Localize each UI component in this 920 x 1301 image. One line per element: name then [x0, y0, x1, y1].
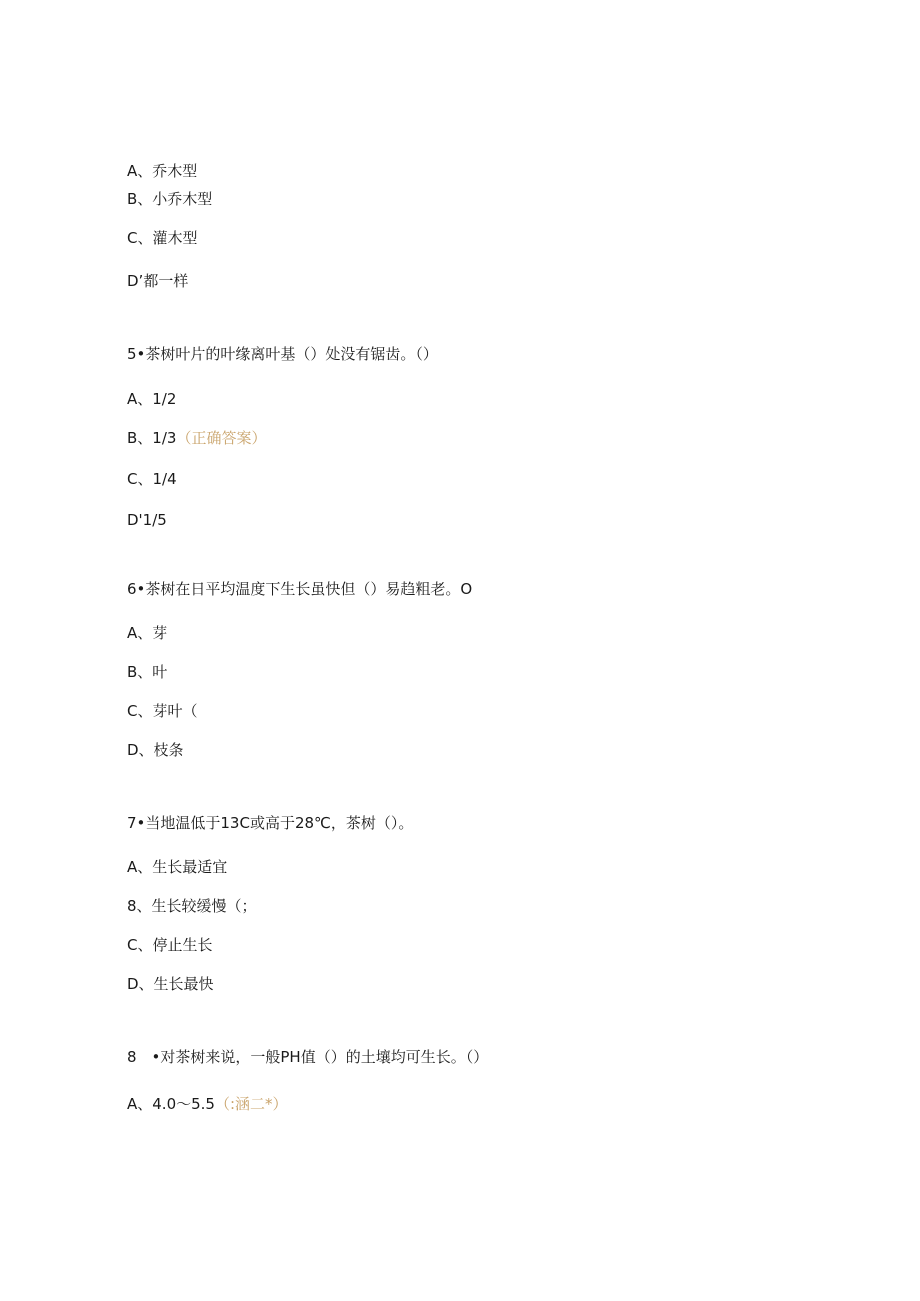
q4-option-b: B、小乔木型: [127, 190, 213, 208]
q6-option-a: A、芽: [127, 624, 168, 642]
q5-option-c: C、1/4: [127, 470, 177, 488]
q4-option-a: A、乔木型: [127, 162, 198, 180]
q6-option-b: B、叶: [127, 663, 168, 681]
q8-option-a-row: [127, 1094, 288, 1114]
q6-option-d: D、枝条: [127, 741, 184, 759]
q7-option-c: C、停止生长: [127, 936, 213, 954]
q5-option-d: D'1/5: [127, 511, 167, 529]
q4-option-d: D’都一样: [127, 272, 189, 290]
q5-option-b-row: [127, 428, 266, 448]
q7-option-b: 8、生长较缓慢（；: [127, 897, 257, 915]
q7-question: 7•当地温低于13C或高于28℃，茶树（）。: [127, 814, 414, 832]
q6-question: 6•茶树在日平均温度下生长虽快但（）易趋粗老。O: [127, 580, 473, 598]
q8-question: 8 •对茶树来说，一般PH值（）的土壤均可生长。（）: [127, 1048, 489, 1066]
q7-option-a: A、生长最适宜: [127, 858, 228, 876]
q5-option-a: A、1/2: [127, 390, 177, 408]
q8-option-a: A、4.0～5.5: [127, 1095, 215, 1113]
q5-option-b: B、1/3: [127, 429, 177, 447]
q6-option-c: C、芽叶（: [127, 702, 198, 720]
q5-question: 5•茶树叶片的叶缘离叶基（）处没有锯齿。（）: [127, 345, 438, 363]
q4-option-c: C、灌木型: [127, 229, 198, 247]
q7-option-d: D、生长最快: [127, 975, 214, 993]
correct-answer-tag: （:涵二*）: [214, 1095, 288, 1113]
correct-answer-tag: （正确答案）: [176, 429, 267, 447]
